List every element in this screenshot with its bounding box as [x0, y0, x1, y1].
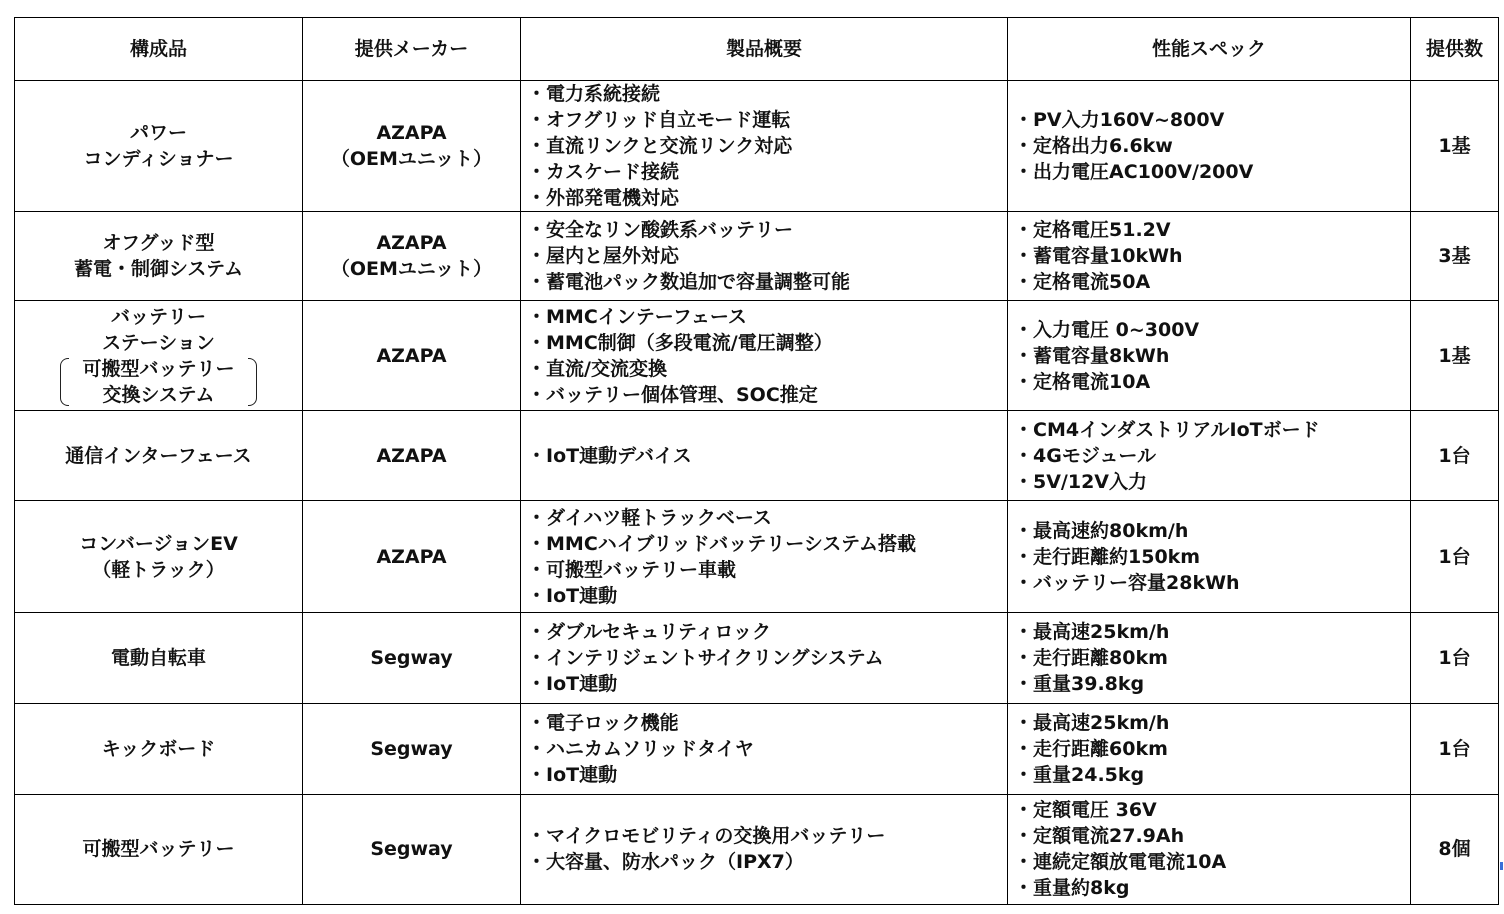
maker-cell	[303, 301, 521, 411]
spec-item: ・連続定額放電電流10A	[1014, 851, 1227, 874]
component-cell	[15, 612, 303, 703]
spec-cell	[1008, 794, 1411, 904]
component-line: バッテリー	[110, 305, 206, 328]
maker-line: AZAPA	[376, 545, 447, 568]
maker-line: AZAPA	[376, 122, 447, 145]
maker-line: AZAPA	[376, 232, 447, 255]
spec-item: ・定額電圧 36V	[1014, 799, 1157, 822]
spec-item: ・走行距離約150km	[1014, 545, 1201, 568]
table-row	[15, 703, 1499, 794]
spec-cell	[1008, 212, 1411, 301]
maker-cell	[303, 501, 521, 612]
overview-item: ・IoT連動	[527, 584, 618, 607]
overview-cell	[521, 411, 1008, 501]
overview-item: ・IoT連動デバイス	[527, 444, 692, 467]
spec-item: ・重量約8kg	[1014, 877, 1130, 900]
spec-cell	[1008, 612, 1411, 703]
quantity-cell: 1台	[1411, 411, 1499, 501]
spec-item: ・重量24.5kg	[1014, 763, 1145, 786]
edge-mark	[1500, 862, 1503, 870]
overview-cell	[521, 501, 1008, 612]
table-row	[15, 612, 1499, 703]
quantity-cell: 1基	[1411, 81, 1499, 212]
spec-cell	[1008, 501, 1411, 612]
maker-cell	[303, 81, 521, 212]
component-cell	[15, 501, 303, 612]
quantity-cell: 8個	[1411, 794, 1499, 904]
component-line: キックボード	[101, 737, 216, 760]
maker-cell	[303, 703, 521, 794]
overview-item: ・電力系統接続	[527, 83, 661, 106]
maker-line: AZAPA	[376, 444, 447, 467]
maker-cell	[303, 411, 521, 501]
spec-item: ・PV入力160V~800V	[1014, 109, 1225, 132]
overview-item: ・MMC制御（多段電流/電圧調整）	[527, 331, 833, 354]
overview-item: ・直流リンクと交流リンク対応	[527, 135, 793, 158]
component-line: 通信インターフェース	[65, 444, 252, 467]
overview-item: ・カスケード接続	[527, 161, 680, 184]
maker-line: Segway	[370, 646, 453, 669]
quantity-cell: 3基	[1411, 212, 1499, 301]
maker-line: （OEMユニット）	[330, 258, 493, 281]
component-cell	[15, 212, 303, 301]
maker-cell	[303, 212, 521, 301]
overview-item: ・MMCインテーフェース	[527, 305, 747, 328]
overview-item: ・オフグリッド自立モード運転	[527, 109, 791, 132]
maker-line: Segway	[370, 737, 453, 760]
spec-item: ・走行距離60km	[1014, 737, 1168, 760]
spec-item: ・出力電圧AC100V/200V	[1014, 161, 1254, 184]
table-row	[15, 501, 1499, 612]
overview-item: ・ハニカムソリッドタイヤ	[527, 737, 754, 760]
component-cell	[15, 81, 303, 212]
quantity-cell: 1台	[1411, 703, 1499, 794]
overview-item: ・屋内と屋外対応	[527, 245, 680, 268]
spec-item: ・蓄電容量10kWh	[1014, 245, 1183, 268]
maker-cell	[303, 612, 521, 703]
overview-item: ・蓄電池パック数追加で容量調整可能	[527, 271, 851, 294]
overview-item: ・ダブルセキュリティロック	[527, 620, 771, 643]
component-line: オフグッド型	[102, 232, 215, 255]
component-cell	[15, 411, 303, 501]
overview-item: ・可搬型バッテリー車載	[527, 558, 737, 581]
component-line: コンバージョンEV	[79, 532, 238, 555]
spec-item: ・定格電圧51.2V	[1014, 219, 1171, 242]
table-row	[15, 301, 1499, 411]
overview-item: ・IoT連動	[527, 763, 618, 786]
spec-item: ・蓄電容量8kWh	[1014, 344, 1170, 367]
component-line: 可搬型バッテリー	[82, 357, 235, 380]
spec-item: ・最高速25km/h	[1014, 620, 1170, 643]
component-line: ステーション	[102, 331, 215, 354]
spec-item: ・定格電流50A	[1014, 271, 1151, 294]
header-quantity: 提供数	[1411, 18, 1499, 81]
overview-item: ・大容量、防水パック（IPX7）	[527, 851, 804, 874]
product-spec-table	[14, 17, 1499, 905]
spec-item: ・最高速約80km/h	[1014, 519, 1189, 542]
component-cell	[15, 301, 303, 411]
header-spec: 性能スペック	[1008, 18, 1411, 81]
overview-item: ・ダイハツ軽トラックベース	[527, 506, 772, 529]
spec-cell	[1008, 81, 1411, 212]
overview-cell	[521, 703, 1008, 794]
overview-item: ・インテリジェントサイクリングシステム	[527, 646, 884, 669]
spec-item: ・走行距離80km	[1014, 646, 1168, 669]
component-line: 交換システム	[102, 383, 215, 406]
component-line: 電動自転車	[110, 646, 206, 669]
maker-line: AZAPA	[376, 344, 447, 367]
spec-item: ・定額電流27.9Ah	[1014, 825, 1185, 848]
header-row	[15, 18, 1499, 81]
component-line: （軽トラック）	[92, 558, 225, 581]
spec-item: ・重量39.8kg	[1014, 672, 1145, 695]
spec-item: ・4Gモジュール	[1014, 444, 1157, 467]
table-row	[15, 411, 1499, 501]
quantity-cell: 1台	[1411, 501, 1499, 612]
component-bracket-note	[60, 356, 256, 408]
component-line: パワー	[129, 122, 187, 145]
quantity-cell: 1基	[1411, 301, 1499, 411]
spec-cell	[1008, 301, 1411, 411]
overview-cell	[521, 301, 1008, 411]
overview-item: ・安全なリン酸鉄系バッテリー	[527, 219, 794, 242]
table-row	[15, 81, 1499, 212]
overview-cell	[521, 212, 1008, 301]
overview-item: ・電子ロック機能	[527, 711, 679, 734]
spec-item: ・定格出力6.6kw	[1014, 135, 1173, 158]
component-line: 蓄電・制御システム	[73, 258, 244, 281]
component-line: コンディショナー	[83, 148, 234, 171]
spec-item: ・定格電流10A	[1014, 370, 1151, 393]
header-overview: 製品概要	[521, 18, 1008, 81]
spec-item: ・最高速25km/h	[1014, 711, 1170, 734]
maker-line: Segway	[370, 838, 453, 861]
component-cell	[15, 794, 303, 904]
overview-cell	[521, 794, 1008, 904]
header-component: 構成品	[15, 18, 303, 81]
overview-item: ・IoT連動	[527, 672, 618, 695]
spec-item: ・5V/12V入力	[1014, 470, 1148, 493]
overview-item: ・MMCハイブリッドバッテリーシステム搭載	[527, 532, 917, 555]
spec-item: ・入力電圧 0~300V	[1014, 318, 1200, 341]
overview-cell	[521, 612, 1008, 703]
maker-cell	[303, 794, 521, 904]
spec-cell	[1008, 703, 1411, 794]
overview-item: ・直流/交流変換	[527, 357, 667, 380]
overview-item: ・マイクロモビリティの交換用バッテリー	[527, 825, 886, 848]
maker-line: （OEMユニット）	[330, 148, 493, 171]
component-cell	[15, 703, 303, 794]
overview-item: ・バッテリー個体管理、SOC推定	[527, 383, 818, 406]
spec-item: ・CM4インダストリアルIoTボード	[1014, 418, 1320, 441]
spec-item: ・バッテリー容量28kWh	[1014, 571, 1240, 594]
quantity-cell: 1台	[1411, 612, 1499, 703]
spec-cell	[1008, 411, 1411, 501]
table-row	[15, 794, 1499, 904]
overview-item: ・外部発電機対応	[527, 187, 680, 210]
table-row	[15, 212, 1499, 301]
header-maker: 提供メーカー	[303, 18, 521, 81]
component-line: 可搬型バッテリー	[82, 838, 235, 861]
overview-cell	[521, 81, 1008, 212]
